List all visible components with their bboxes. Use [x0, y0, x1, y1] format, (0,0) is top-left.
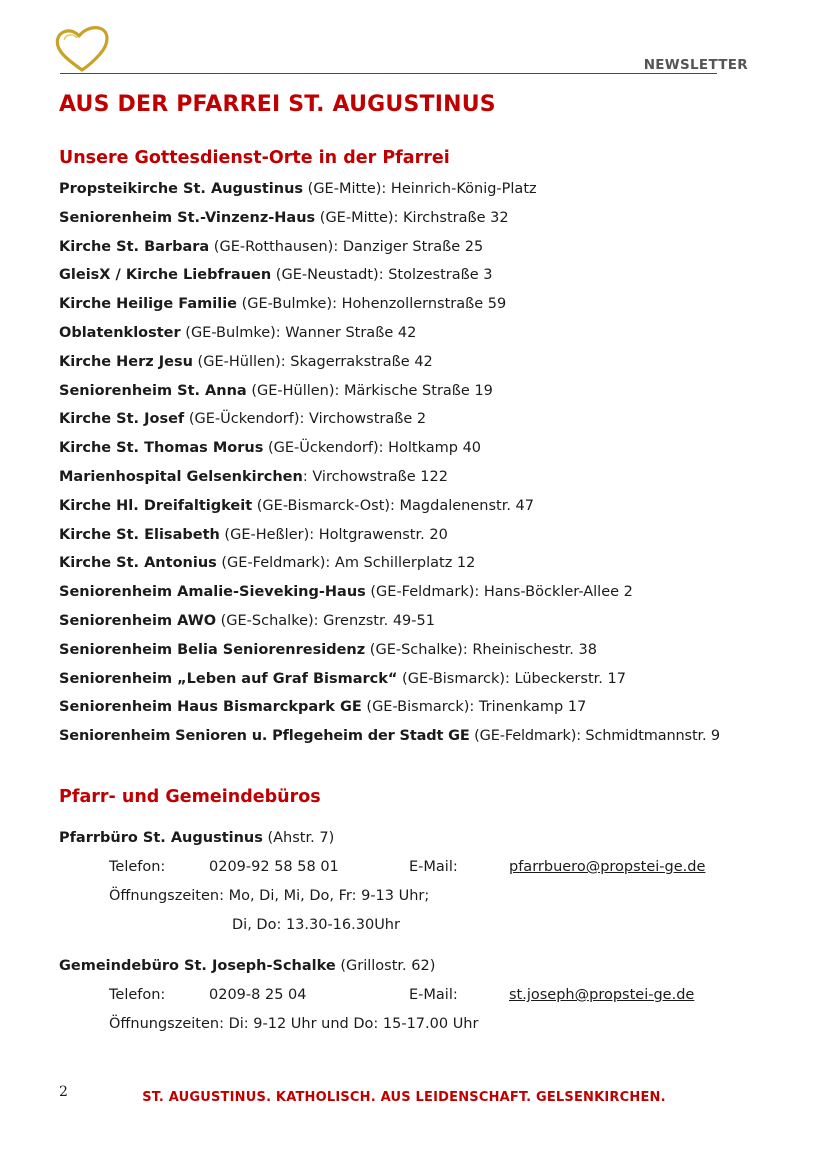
place-details: (GE-Heßler): Holtgrawenstr. 20	[219, 526, 448, 543]
place-name: Kirche St. Barbara	[59, 238, 210, 255]
list-item	[59, 725, 779, 754]
place-details: (GE-Bismarck): Trinenkamp 17	[361, 699, 587, 716]
email-link[interactable]: pfarrbuero@propstei-ge.de	[509, 859, 706, 875]
place-name: Kirche Herz Jesu	[59, 353, 193, 370]
list-item	[59, 581, 779, 610]
place-name: Seniorenheim St.-Vinzenz-Haus	[59, 209, 316, 226]
list-item	[59, 495, 779, 524]
place-name: Oblatenkloster	[59, 324, 181, 341]
place-details: (GE-Schalke): Grenzstr. 49-51	[216, 612, 435, 629]
office-address: (Ahstr. 7)	[262, 830, 335, 846]
header-divider	[60, 73, 717, 74]
list-item	[59, 236, 779, 265]
place-name: Seniorenheim Haus Bismarckpark GE	[59, 699, 362, 716]
office-name: Pfarrbüro St. Augustinus	[59, 830, 263, 846]
places-list	[59, 178, 779, 754]
list-item	[59, 437, 779, 466]
place-name: Kirche Hl. Dreifaltigkeit	[59, 497, 253, 514]
place-name: Seniorenheim Amalie-Sieveking-Haus	[59, 584, 366, 601]
place-name: Seniorenheim Belia Seniorenresidenz	[59, 641, 366, 658]
list-item	[59, 293, 779, 322]
list-item	[59, 552, 779, 581]
office-address: (Grillostr. 62)	[335, 958, 436, 974]
newsletter-label: NEWSLETTER	[643, 57, 748, 73]
place-details: (GE-Neustadt): Stolzestraße 3	[271, 267, 493, 284]
offices-heading: Pfarr- und Gemeindebüros	[59, 787, 321, 807]
list-item	[59, 322, 779, 351]
place-name: Seniorenheim AWO	[59, 612, 217, 629]
place-details: : Virchowstraße 122	[302, 468, 448, 485]
place-name: Kirche St. Elisabeth	[59, 526, 220, 543]
heart-logo-icon	[52, 26, 112, 74]
place-name: Marienhospital Gelsenkirchen	[59, 468, 303, 485]
place-details: (GE-Ückendorf): Holtkamp 40	[263, 440, 482, 457]
opening-hours-extra: Di, Do: 13.30-16.30Uhr	[232, 917, 400, 933]
place-details: (GE-Schalke): Rheinischestr. 38	[365, 641, 597, 658]
place-details: (GE-Bismarck): Lübeckerstr. 17	[397, 670, 626, 687]
list-item	[59, 466, 779, 495]
phone-number: 0209-8 25 04	[209, 987, 307, 1003]
place-details: (GE-Hüllen): Märkische Straße 19	[246, 382, 493, 399]
place-name: Kirche St. Thomas Morus	[59, 440, 264, 457]
opening-hours: Öffnungszeiten: Di: 9-12 Uhr und Do: 15-17.00 Uhr	[109, 1016, 479, 1032]
place-details: (GE-Bismarck-Ost): Magdalenenstr. 47	[252, 497, 535, 514]
list-item	[59, 351, 779, 380]
place-name: Seniorenheim „Leben auf Graf Bismarck“	[59, 670, 398, 687]
list-item	[59, 264, 779, 293]
phone-label: Telefon:	[109, 987, 166, 1003]
list-item	[59, 207, 779, 236]
place-name: Propsteikirche St. Augustinus	[59, 181, 304, 197]
place-details: (GE-Bulmke): Wanner Straße 42	[180, 324, 417, 341]
places-heading: Unsere Gottesdienst-Orte in der Pfarrei	[59, 148, 450, 168]
place-details: (GE-Mitte): Kirchstraße 32	[315, 209, 509, 226]
mail-label: E-Mail:	[409, 987, 458, 1003]
office-title	[59, 958, 435, 974]
place-details: (GE-Hüllen): Skagerrakstraße 42	[192, 353, 433, 370]
office-title	[59, 830, 334, 846]
list-item	[59, 610, 779, 639]
list-item	[59, 668, 779, 697]
list-item	[59, 178, 779, 207]
place-details: (GE-Mitte): Heinrich-König-Platz	[303, 181, 537, 197]
opening-hours: Öffnungszeiten: Mo, Di, Mi, Do, Fr: 9-13 Uhr;	[109, 888, 430, 904]
place-name: GleisX / Kirche Liebfrauen	[59, 267, 272, 284]
place-details: (GE-Feldmark): Am Schillerplatz 12	[216, 555, 476, 572]
phone-label: Telefon:	[109, 859, 166, 875]
list-item	[59, 639, 779, 668]
mail-label: E-Mail:	[409, 859, 458, 875]
list-item	[59, 696, 779, 725]
place-name: Kirche St. Josef	[59, 411, 185, 428]
place-details: (GE-Feldmark): Hans-Böckler-Allee 2	[365, 584, 633, 601]
place-details: (GE-Ückendorf): Virchowstraße 2	[184, 411, 427, 428]
place-details: (GE-Rotthausen): Danziger Straße 25	[209, 238, 484, 255]
page-number: 2	[59, 1084, 68, 1100]
place-name: Seniorenheim Senioren u. Pflegeheim der Stadt GE	[59, 728, 470, 745]
phone-number: 0209-92 58 58 01	[209, 859, 339, 875]
place-name: Seniorenheim St. Anna	[59, 382, 247, 399]
page-title: AUS DER PFARREI ST. AUGUSTINUS	[59, 92, 496, 117]
place-name: Kirche Heilige Familie	[59, 296, 237, 313]
list-item	[59, 380, 779, 409]
place-name: Kirche St. Antonius	[59, 555, 217, 572]
email-link[interactable]: st.joseph@propstei-ge.de	[509, 987, 695, 1003]
list-item	[59, 408, 779, 437]
place-details: (GE-Bulmke): Hohenzollernstraße 59	[237, 296, 507, 313]
office-name: Gemeindebüro St. Joseph-Schalke	[59, 958, 336, 974]
footer-slogan: ST. AUGUSTINUS. KATHOLISCH. AUS LEIDENSCHAFT. GELSENKIRCHEN.	[142, 1090, 666, 1105]
place-details: (GE-Feldmark): Schmidtmannstr. 9	[469, 728, 720, 745]
list-item	[59, 524, 779, 553]
